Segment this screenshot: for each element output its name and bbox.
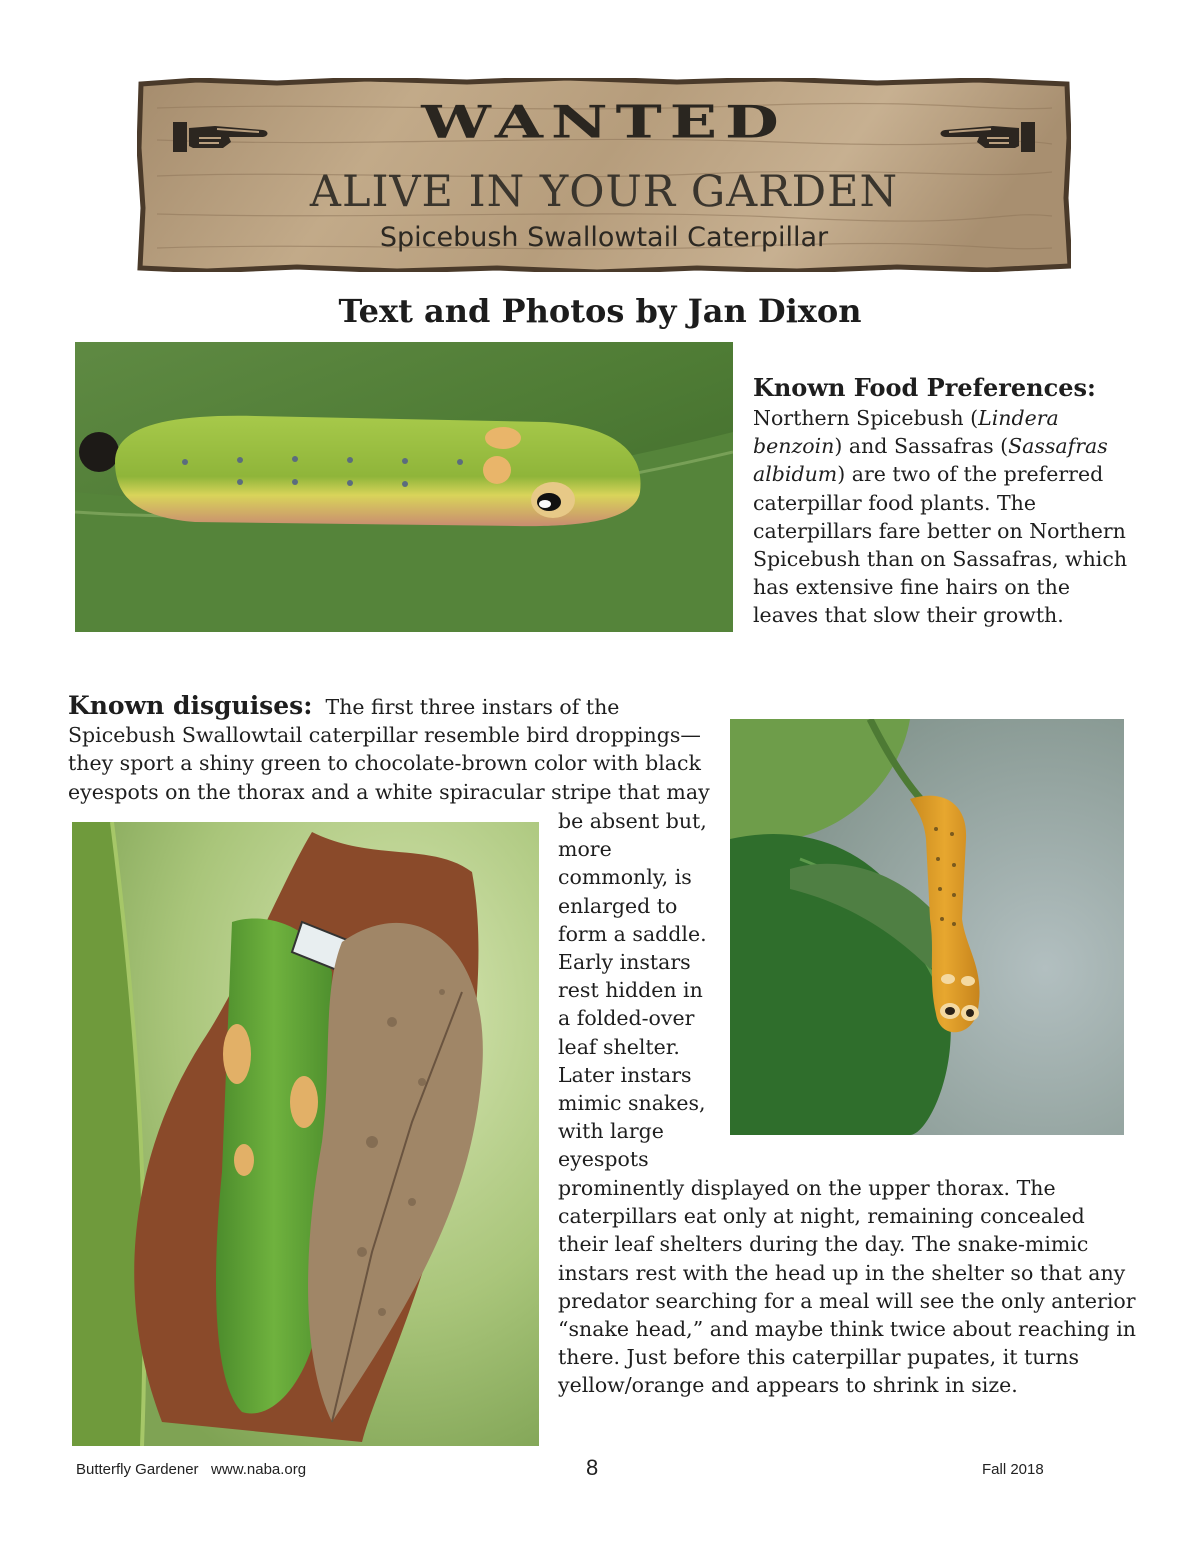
photo-orange-caterpillar	[730, 719, 1124, 1135]
photo-caterpillar-on-leaf	[75, 342, 733, 632]
banner-species: Spicebush Swallowtail Caterpillar	[379, 222, 829, 253]
wanted-banner	[137, 78, 1071, 272]
disguises-paragraph-top	[68, 692, 718, 806]
disguises-paragraph-bottom: prominently displayed on the upper thorax. The caterpillars eat only at night, remaining concealed their leaf shelters during the day. The snake-mimic instars rest with the head up in the shelter so that any predator searching for a meal will see the only anterior “snake head,” and maybe think twice about reaching in there. Just before this caterpillar pupates, it turns yellow/orange and appears to shrink in size.	[558, 1176, 1137, 1398]
wanted-title: WANTED	[421, 95, 787, 149]
food-text-3: ) are two of the preferred caterpillar food plants. The caterpillars fare better on Northern Spicebush than on Sassafras, which has extensive fine hairs on the leaves that slow their growth.	[753, 462, 1128, 628]
disguises-paragraph-narrow: be absent but, more commonly, is enlarged to form a saddle. Early instars rest hidden in a folded-over leaf shelter. Later instars mimic snakes, with large eyespots	[558, 809, 707, 1172]
food-text-1: Northern Spicebush (	[753, 406, 979, 430]
food-scientific-name-2: Sassafras albidum	[753, 434, 1108, 487]
photo-caterpillar-leaf-shelter	[72, 822, 539, 1446]
byline: Text and Photos by Jan Dixon	[338, 292, 862, 330]
footer-issue: Fall 2018	[982, 1461, 1044, 1478]
banner-subtitle: ALIVE IN YOUR GARDEN	[309, 167, 899, 217]
disguises-text-top: The first three instars of the Spicebush Swallowtail caterpillar resemble bird droppings—they sport a shiny green to chocolate-brown color with black eyespots on the thorax and a white spiracular stripe that may	[68, 695, 710, 804]
food-preferences-heading: Known Food Preferences:	[753, 373, 1096, 402]
food-scientific-name-1: Lindera benzoin	[753, 406, 1059, 459]
footer-publication: Butterfly Gardener www.naba.org	[76, 1461, 307, 1478]
disguises-heading: Known disguises:	[68, 691, 313, 720]
food-preferences-section	[753, 372, 1138, 630]
food-text-2: ) and Sassafras (	[834, 434, 1009, 459]
footer-page-number: 8	[586, 1455, 599, 1480]
